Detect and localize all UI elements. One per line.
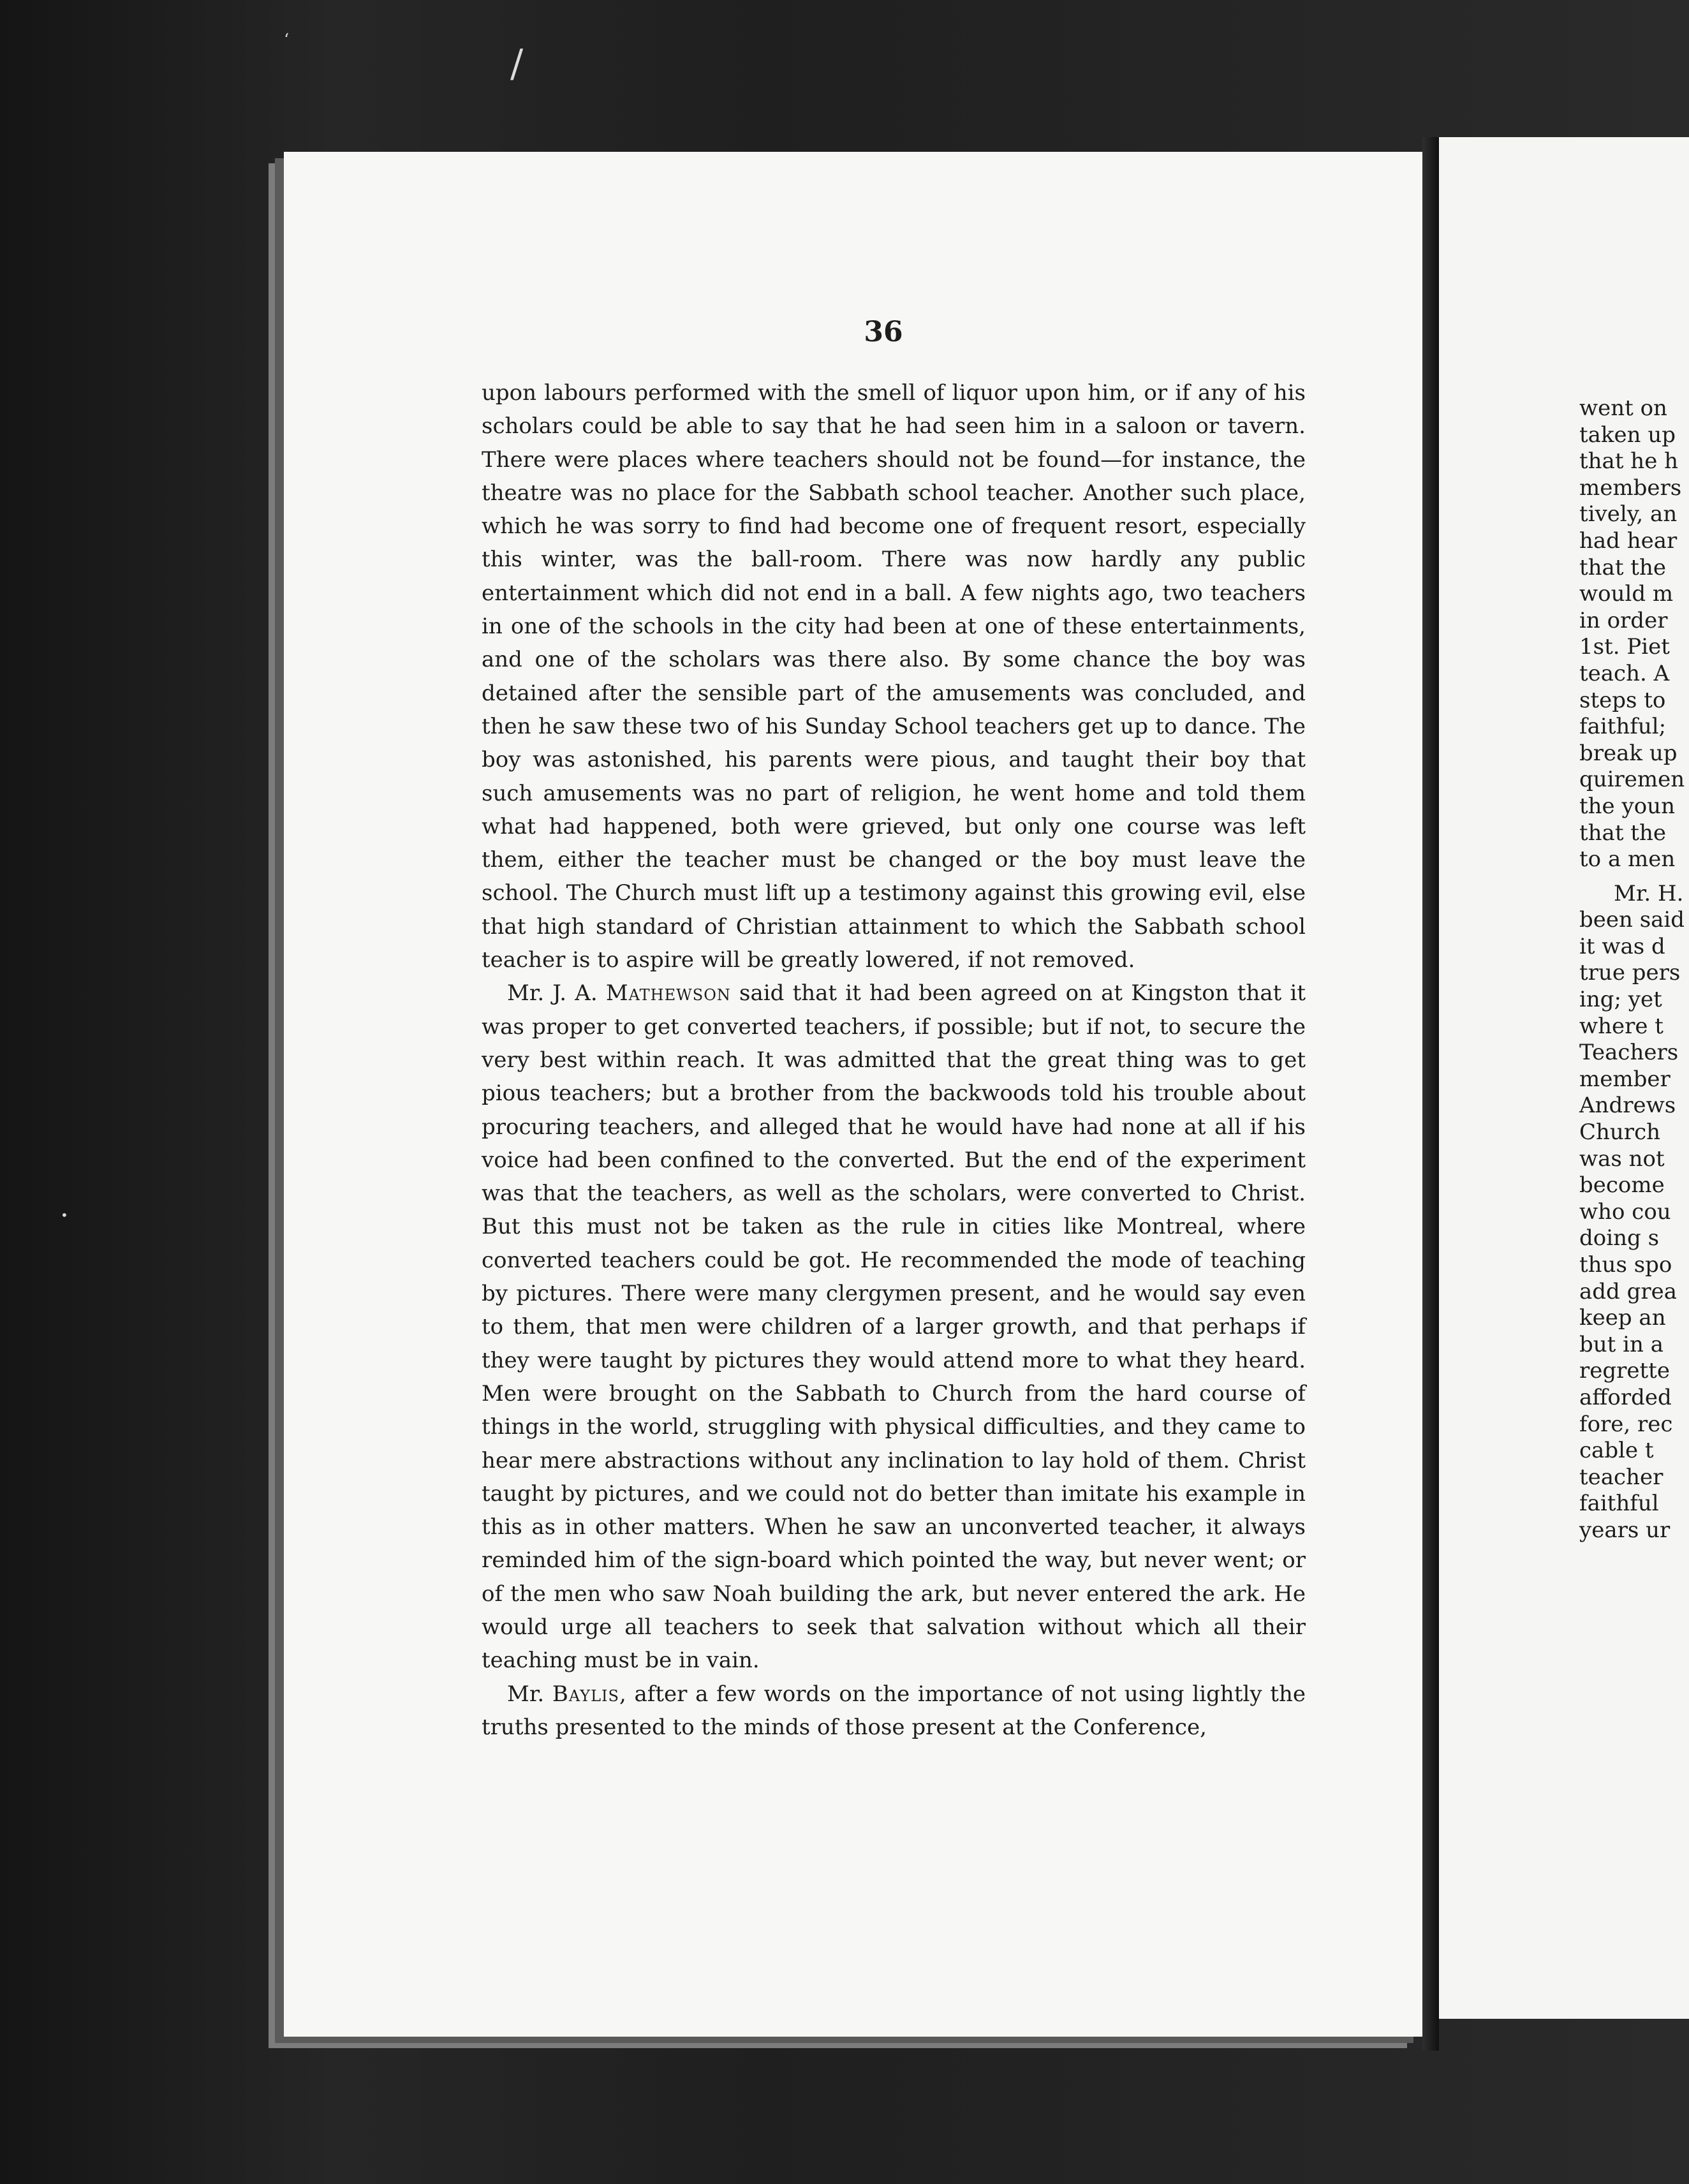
facing-page-line: faithful (1579, 1491, 1659, 1517)
facing-page-line: afforded (1579, 1384, 1672, 1410)
facing-page-line: cable t (1579, 1438, 1654, 1464)
facing-page-line: went on (1579, 395, 1667, 421)
scan-speck: • (61, 1207, 68, 1223)
facing-page-line: to a men (1579, 846, 1676, 873)
book-gutter (1422, 137, 1439, 2051)
paragraph-text: , after a few words on the importance of not using lightly the truths presented to the minds of those present at the Conference, (482, 1681, 1306, 1740)
facing-page-line: who cou (1579, 1199, 1671, 1225)
speaker-name: Mathewson (605, 980, 731, 1007)
facing-page-line: keep an (1579, 1305, 1666, 1331)
facing-page-line: Andrews (1579, 1093, 1676, 1119)
facing-page-line: fore, rec (1579, 1411, 1673, 1437)
facing-page-line: taken up (1579, 422, 1676, 448)
facing-page-line: in order (1579, 607, 1668, 633)
facing-page-line: ing; yet (1579, 987, 1662, 1013)
facing-page-line: Mr. H. (1614, 880, 1684, 906)
facing-page-line: that the (1579, 554, 1666, 580)
facing-page-line: member (1579, 1066, 1671, 1092)
facing-page-line: break up (1579, 740, 1678, 766)
scan-speck: ʻ (284, 31, 290, 50)
facing-page-line: thus spo (1579, 1252, 1672, 1278)
facing-page-line: that the (1579, 820, 1666, 846)
facing-page-line: steps to (1579, 687, 1666, 713)
facing-page-line: members (1579, 475, 1682, 501)
facing-page-line: it was d (1579, 933, 1665, 959)
paragraph-text: said that it had been agreed on at Kingston that it was proper to get converted teachers, if possible; but if not, to secure the very best within reach. It was admitted that the great thing was to get pious teachers; but a brother from the backwoods told his trouble about procuring teachers, and alleged that he would have had none at all if his voice had been confined to the converted. But the end of the experiment was that the teachers, as well as the scholars, were converted to Christ. But this must not be taken as the rule in cities like Montreal, where converted teachers could be got. He recommended the mode of teaching by pictures. There were many clergymen present, and he would say even to them, that men were children of a larger growth, and that perhaps if they were taught by pictures they would attend more to what they heard. Men were brought on the Sabbath to Church from the hard course of things in the world, struggling with physical difficulties, and they came to hear mere abstractions without any inclination to lay hold of them. Christ taught by pictures, and we could not do better than imitate his example in this as in other matters. When he saw an unconverted teacher, it always reminded him of the sign-board which pointed the way, but never went; or of the men who saw Noah building the ark, but never entered the ark. He would urge all teachers to seek that salvation without which all their teaching must be in vain. (482, 980, 1306, 1674)
facing-page-line: was not (1579, 1146, 1665, 1172)
facing-page-line: quiremen (1579, 767, 1685, 793)
facing-page-line: faithful; (1579, 714, 1667, 740)
facing-page-line: become (1579, 1172, 1665, 1199)
page-number: 36 (864, 316, 903, 348)
facing-page-line: teacher (1579, 1464, 1663, 1490)
speaker-name: Baylis (552, 1681, 619, 1707)
facing-page-line: been said (1579, 907, 1685, 933)
speaker-prefix: Mr. J. A. (507, 980, 606, 1007)
scan-scratch: / (510, 41, 524, 86)
facing-page-paragraph-gap (1579, 873, 1689, 881)
facing-page-line: would m (1579, 581, 1674, 607)
facing-page-line: doing s (1579, 1225, 1660, 1251)
facing-page-line: teach. A (1579, 660, 1670, 686)
facing-page-line: 1st. Piet (1579, 634, 1670, 660)
facing-page-line: had hear (1579, 528, 1678, 554)
facing-page-line: that he h (1579, 448, 1679, 475)
facing-page-line: add grea (1579, 1278, 1678, 1304)
facing-page-line: Teachers (1579, 1040, 1679, 1066)
facing-page-line: true pers (1579, 960, 1681, 986)
paragraph-3 (482, 1678, 1306, 1745)
facing-page-line: tively, an (1579, 501, 1678, 528)
paragraph-1: upon labours performed with the smell of liquor upon him, or if any of his scholars could be able to say that he had seen him in a saloon or tavern. There were places where teachers should not be found—for instance, the theatre was no place for the Sabbath school teacher. Another such place, which he was sorry to find had become one of frequent resort, especially this winter, was the ball-room. There was now hardly any public entertainment which did not end in a ball. A few nights ago, two teachers in one of the schools in the city had been at one of these entertainments, and one of the scholars was there also. By some chance the boy was detained after the sensible part of the amusements was concluded, and then he saw these two of his Sunday School teachers get up to dance. The boy was astonished, his parents were pious, and taught their boy that such amusements was no part of religion, he went home and told them what had happened, both were grieved, but only one course was left them, either the teacher must be changed or the boy must leave the school. The Church must lift up a testimony against this growing evil, else that high standard of Christian attainment to which the Sabbath school teacher is to aspire will be greatly lowered, if not removed. (482, 380, 1306, 973)
facing-page-line: regrette (1579, 1358, 1670, 1384)
facing-page-line: the youn (1579, 793, 1675, 819)
facing-page-line: but in a (1579, 1331, 1663, 1357)
speaker-prefix: Mr. (507, 1681, 552, 1707)
facing-page-line: years ur (1579, 1517, 1671, 1543)
paragraph-2 (482, 977, 1306, 1677)
facing-page-line: Church (1579, 1119, 1661, 1146)
facing-page-text (1579, 395, 1689, 1544)
facing-page-line: where t (1579, 1013, 1663, 1039)
page-body-text (482, 376, 1306, 1744)
